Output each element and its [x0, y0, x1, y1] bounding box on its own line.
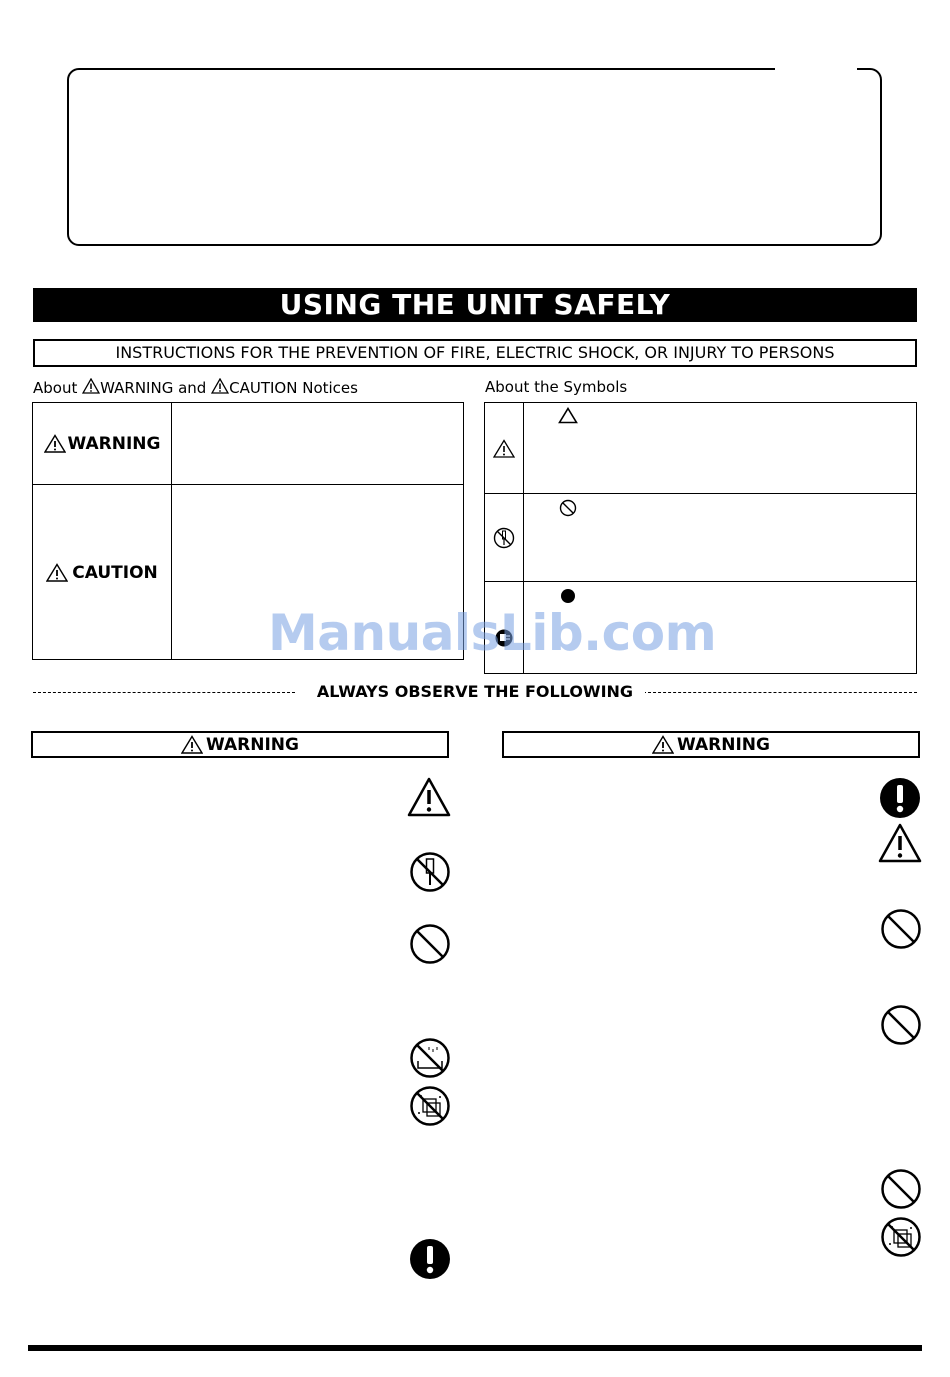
always-observe-heading: ALWAYS OBSERVE THE FOLLOWING [305, 682, 645, 701]
warning-triangle-icon [44, 434, 66, 453]
warning-triangle-icon [82, 378, 100, 394]
page-title: USING THE UNIT SAFELY [33, 288, 917, 322]
warning-triangle-icon [46, 563, 68, 582]
top-note-box [67, 68, 882, 246]
no-disassemble-icon [493, 527, 515, 549]
prohibition-icon [880, 1004, 922, 1046]
notice-label-caution: CAUTION [33, 485, 172, 660]
symbols-heading: About the Symbols [485, 378, 628, 396]
prohibition-icon [559, 499, 577, 517]
left-warning-header: WARNING [31, 731, 449, 758]
bottom-rule [28, 1345, 922, 1351]
symbol-row-triangle [485, 403, 916, 494]
no-water-icon [409, 1085, 451, 1127]
warning-triangle-icon [878, 822, 922, 864]
prohibition-icon [880, 908, 922, 950]
prohibition-icon [409, 923, 451, 965]
notices-heading-about: About [33, 379, 78, 397]
warning-triangle-icon [181, 735, 203, 754]
prohibition-icon [880, 1168, 922, 1210]
notices-heading [33, 378, 358, 397]
always-observe-divider [33, 682, 917, 702]
symbol-row-prohibition [485, 494, 916, 582]
right-warning-header: WARNING [502, 731, 920, 758]
notices-heading-and: and [178, 379, 207, 397]
triangle-outline-icon [558, 407, 578, 424]
no-water-icon [880, 1216, 922, 1258]
instructions-banner: INSTRUCTIONS FOR THE PREVENTION OF FIRE, ELECTRIC SHOCK, OR INJURY TO PERSONS [33, 339, 917, 367]
filled-circle-icon [560, 588, 576, 604]
warning-triangle-icon [211, 378, 229, 394]
no-disassemble-icon [409, 851, 451, 893]
warning-triangle-icon [493, 439, 515, 458]
mandatory-action-icon [409, 1238, 451, 1280]
warning-triangle-icon [407, 776, 451, 818]
notices-heading-warning: WARNING [100, 379, 174, 397]
top-note-box-gap [775, 64, 857, 72]
notices-heading-caution: CAUTION [229, 379, 298, 397]
no-water-icon [409, 1037, 451, 1079]
mandatory-action-icon [879, 777, 921, 819]
notice-label-warning: WARNING [33, 403, 172, 484]
warning-triangle-icon [652, 735, 674, 754]
notices-heading-notices: Notices [302, 379, 358, 397]
notice-row-warning [33, 403, 463, 485]
watermark: ManualsLib.com [268, 604, 717, 662]
